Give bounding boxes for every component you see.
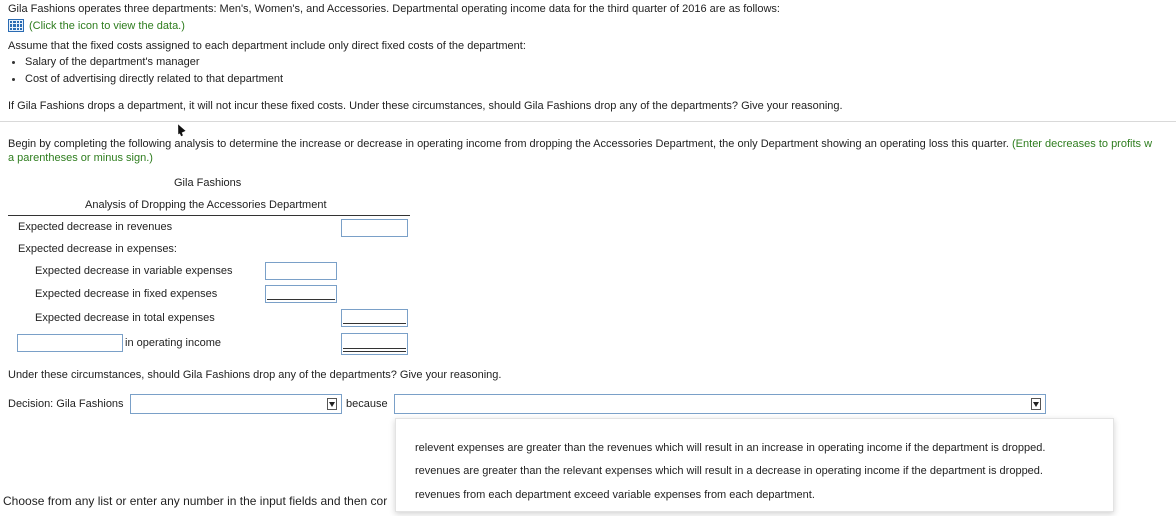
reason-dropdown-list [395, 418, 1114, 512]
instruction-text [8, 138, 1152, 150]
instruction-hint: (Enter decreases to profits w [1012, 138, 1153, 150]
decision-label: Decision: Gila Fashions [8, 398, 124, 410]
reason-select[interactable] [394, 394, 1046, 414]
reason-option[interactable]: relevent expenses are greater than the revenues which will result in an increase in operating income if the department is dropped. [415, 442, 1046, 454]
instruction-hint-continued: a parentheses or minus sign.) [8, 152, 153, 164]
bullet-item: Cost of advertising directly related to that department [25, 73, 284, 85]
increase-decrease-input[interactable] [17, 334, 123, 352]
operating-income-input[interactable] [341, 333, 408, 355]
table-company: Gila Fashions [174, 177, 242, 189]
because-label: because [346, 398, 388, 410]
fixed-expenses-input[interactable] [265, 285, 337, 303]
row-label-operating: in operating income [125, 337, 222, 349]
chevron-down-icon[interactable] [327, 398, 337, 410]
bullet-icon [12, 78, 15, 81]
revenues-input[interactable] [341, 219, 408, 237]
assumption-text: Assume that the fixed costs assigned to each department include only direct fixed costs of the department: [8, 40, 526, 52]
intro-text: Gila Fashions operates three departments: Men's, Women's, and Accessories. Departmental operating income data for the third quarter of 2016 are as follows: [8, 3, 780, 15]
decision-select[interactable] [130, 394, 342, 414]
instruction-main: Begin by completing the following analysis to determine the increase or decrease in operating income from dropping the Accessories Department, the only Department showing an operating loss this quarter. [8, 138, 1009, 150]
reason-option[interactable]: revenues are greater than the relevant expenses which will result in a decrease in operating income if the department is dropped. [415, 465, 1043, 477]
view-data-link[interactable]: (Click the icon to view the data.) [29, 20, 185, 32]
table-title: Analysis of Dropping the Accessories Department [85, 199, 327, 211]
row-label-expenses: Expected decrease in expenses: [18, 243, 177, 255]
divider [0, 121, 1176, 122]
table-grid-icon[interactable] [8, 19, 24, 32]
bullet-item: Salary of the department's manager [25, 56, 200, 68]
row-label-total: Expected decrease in total expenses [35, 312, 215, 324]
variable-expenses-input[interactable] [265, 262, 337, 280]
chevron-down-icon[interactable] [1031, 398, 1041, 410]
row-label-revenues: Expected decrease in revenues [18, 221, 173, 233]
table-header-rule [8, 215, 410, 216]
total-expenses-input[interactable] [341, 309, 408, 327]
footer-instruction: Choose from any list or enter any number in the input fields and then cor [3, 494, 388, 508]
bullet-icon [12, 61, 15, 64]
row-label-fixed: Expected decrease in fixed expenses [35, 288, 218, 300]
question-text: If Gila Fashions drops a department, it will not incur these fixed costs. Under these circumstances, should Gila Fashions drop any of the departments? Give your reasoning. [8, 100, 843, 112]
decision-question: Under these circumstances, should Gila Fashions drop any of the departments? Give your reasoning. [8, 369, 502, 381]
row-label-variable: Expected decrease in variable expenses [35, 265, 233, 277]
reason-option[interactable]: revenues from each department exceed variable expenses from each department. [415, 489, 815, 501]
